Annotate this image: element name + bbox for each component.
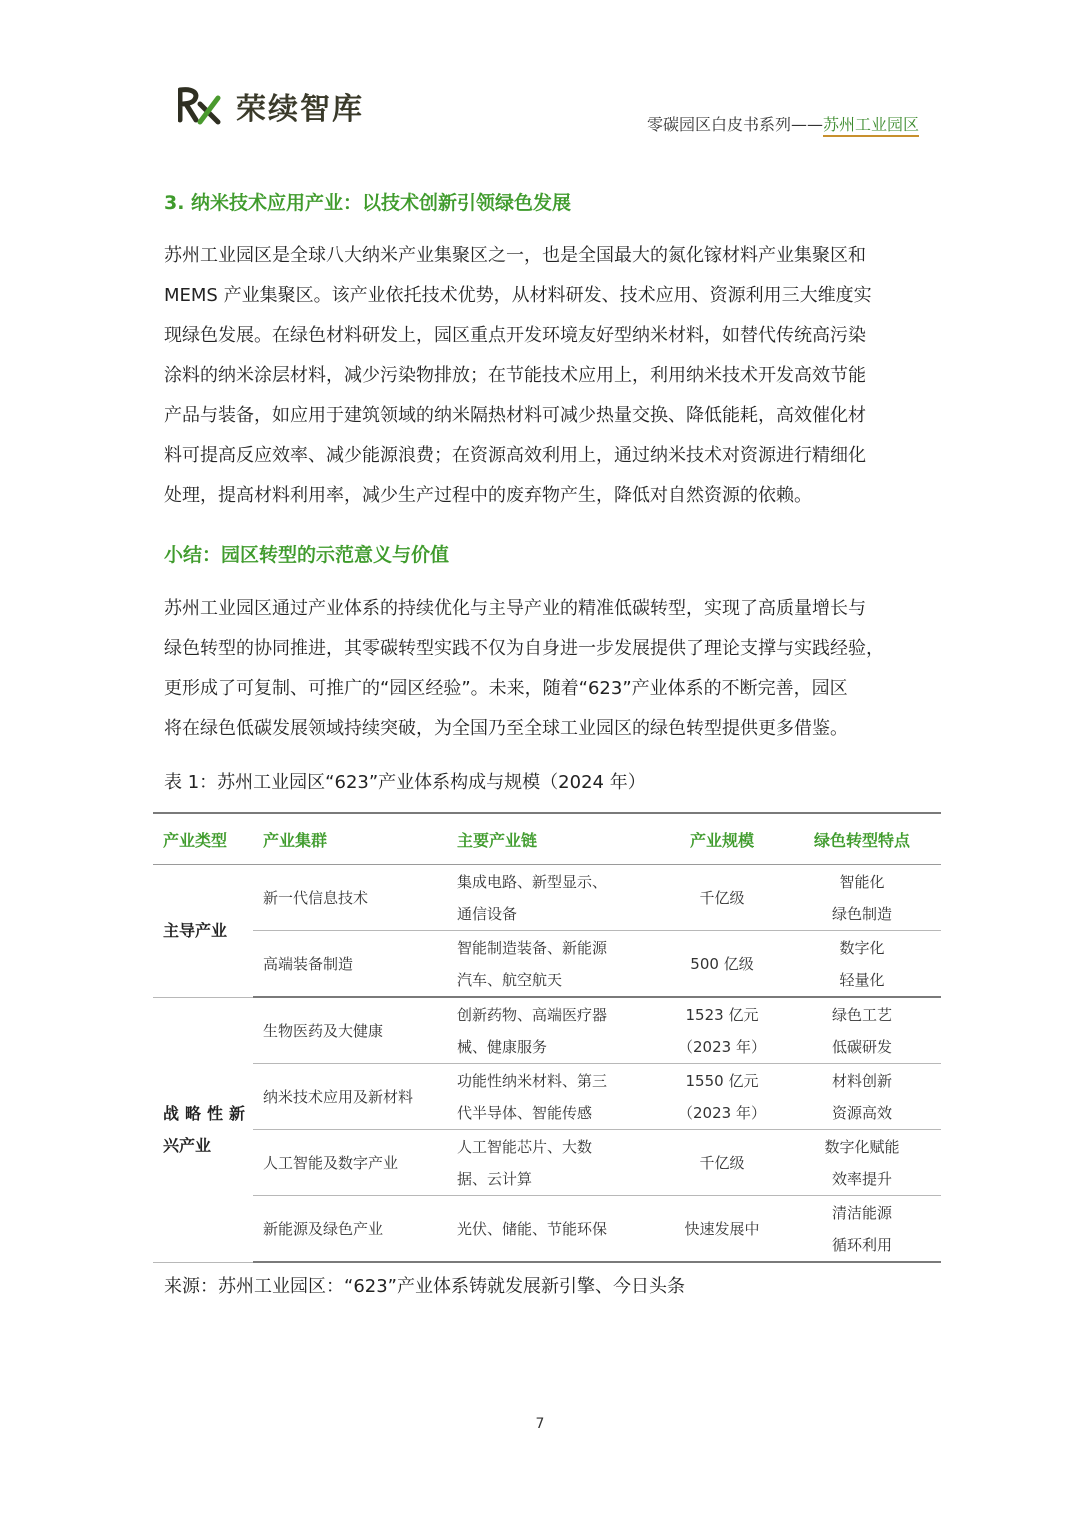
series-title — [647, 112, 919, 135]
logo-text: 荣续智库 — [236, 92, 364, 127]
paragraph-line: 现绿色发展。在绿色材料研发上，园区重点开发环境友好型纳米材料，如替代传统高污染 — [164, 325, 866, 346]
logo — [178, 84, 364, 128]
table-row — [153, 1064, 941, 1130]
header-industry-type: 产业类型 — [153, 813, 253, 865]
scale-line: （2023 年） — [678, 1037, 766, 1056]
cluster-cell: 纳米技术应用及新材料 — [253, 1064, 447, 1130]
chain-line: 人工智能芯片、大数 — [457, 1137, 593, 1156]
paragraph-line: MEMS 产业集聚区。该产业依托技术优势，从材料研发、技术应用、资源利用三大维度实 — [164, 285, 872, 306]
industry-type-cell — [153, 997, 253, 1262]
table-source: 来源：苏州工业园区：“623”产业体系铸就发展新引擎、今日头条 — [164, 1276, 686, 1297]
series-prefix: 零碳园区白皮书系列—— — [646, 115, 823, 134]
chain-line: 智能制造装备、新能源 — [457, 938, 608, 957]
rx-logo-icon — [178, 86, 226, 126]
page-number: 7 — [535, 1416, 545, 1432]
feature-line: 绿色制造 — [831, 904, 892, 923]
table-row — [153, 931, 941, 998]
feature-cell — [783, 1064, 941, 1130]
header-chain: 主要产业链 — [447, 813, 661, 865]
table-header-row — [153, 813, 941, 865]
summary-paragraph — [164, 589, 924, 749]
feature-line: 低碳研发 — [831, 1037, 892, 1056]
scale-cell — [661, 1130, 783, 1196]
feature-line: 绿色工艺 — [831, 1005, 892, 1024]
feature-line: 资源高效 — [831, 1103, 892, 1122]
scale-line: 500 亿级 — [690, 954, 754, 973]
scale-line: 千亿级 — [699, 888, 745, 907]
industry-type-cell: 主导产业 — [153, 865, 253, 998]
scale-line: 快速发展中 — [684, 1219, 760, 1238]
industry-table — [153, 812, 941, 1263]
chain-line: 代半导体、智能传感 — [457, 1103, 593, 1122]
feature-cell — [783, 997, 941, 1064]
feature-line: 数字化 — [839, 938, 885, 957]
paragraph-line: 料可提高反应效率、减少能源浪费；在资源高效利用上，通过纳米技术对资源进行精细化 — [164, 445, 866, 466]
header-scale: 产业规模 — [661, 813, 783, 865]
paragraph-line: 苏州工业园区是全球八大纳米产业集聚区之一，也是全国最大的氮化镓材料产业集聚区和 — [164, 245, 866, 266]
feature-line: 数字化赋能 — [824, 1137, 900, 1156]
series-highlight: 苏州工业园区 — [823, 115, 919, 137]
summary-heading: 小结：园区转型的示范意义与价值 — [164, 544, 450, 566]
chain-cell — [447, 1064, 661, 1130]
chain-line: 据、云计算 — [457, 1169, 533, 1188]
chain-line: 创新药物、高端医疗器 — [457, 1005, 608, 1024]
chain-line: 汽车、航空航天 — [457, 970, 563, 989]
section-3-heading: 3. 纳米技术应用产业：以技术创新引领绿色发展 — [164, 192, 572, 214]
header-cluster: 产业集群 — [253, 813, 447, 865]
chain-line: 通信设备 — [457, 904, 518, 923]
scale-line: 1550 亿元 — [685, 1071, 759, 1090]
chain-cell — [447, 997, 661, 1064]
cluster-cell: 新一代信息技术 — [253, 865, 447, 931]
feature-line: 智能化 — [839, 872, 885, 891]
cluster-cell: 人工智能及数字产业 — [253, 1130, 447, 1196]
industry-type-line: 战略性新 — [163, 1103, 252, 1123]
chain-line: 光伏、储能、节能环保 — [457, 1219, 608, 1238]
paragraph-line: 处理，提高材料利用率，减少生产过程中的废弃物产生，降低对自然资源的依赖。 — [164, 485, 812, 506]
feature-cell — [783, 1196, 941, 1263]
feature-line: 效率提升 — [831, 1169, 892, 1188]
header-feature: 绿色转型特点 — [783, 813, 941, 865]
cluster-cell: 高端装备制造 — [253, 931, 447, 998]
paragraph-line: 产品与装备，如应用于建筑领域的纳米隔热材料可减少热量交换、降低能耗，高效催化材 — [164, 405, 866, 426]
feature-line: 清洁能源 — [831, 1203, 892, 1222]
section-3-paragraph — [164, 236, 924, 516]
paragraph-line: 涂料的纳米涂层材料，减少污染物排放；在节能技术应用上，利用纳米技术开发高效节能 — [164, 365, 866, 386]
cluster-cell: 生物医药及大健康 — [253, 997, 447, 1064]
chain-line: 集成电路、新型显示、 — [457, 872, 608, 891]
paragraph-line: 更形成了可复制、可推广的“园区经验”。未来，随着“623”产业体系的不断完善，园区 — [164, 678, 848, 699]
chain-cell — [447, 865, 661, 931]
industry-type-line: 兴产业 — [163, 1135, 212, 1155]
scale-cell — [661, 865, 783, 931]
table-row — [153, 1130, 941, 1196]
feature-line: 循环利用 — [831, 1235, 892, 1254]
chain-cell — [447, 931, 661, 998]
feature-line: 材料创新 — [831, 1071, 892, 1090]
paragraph-line: 将在绿色低碳发展领域持续突破，为全国乃至全球工业园区的绿色转型提供更多借鉴。 — [164, 718, 848, 739]
scale-cell — [661, 1064, 783, 1130]
scale-cell — [661, 997, 783, 1064]
feature-cell — [783, 865, 941, 931]
table-row — [153, 1196, 941, 1263]
scale-cell — [661, 931, 783, 998]
table-row — [153, 997, 941, 1064]
scale-cell — [661, 1196, 783, 1263]
chain-line: 械、健康服务 — [457, 1037, 548, 1056]
paragraph-line: 绿色转型的协同推进，其零碳转型实践不仅为自身进一步发展提供了理论支撑与实践经验， — [164, 638, 884, 659]
chain-cell — [447, 1130, 661, 1196]
chain-cell — [447, 1196, 661, 1263]
scale-line: 1523 亿元 — [685, 1005, 759, 1024]
feature-cell — [783, 931, 941, 998]
chain-line: 功能性纳米材料、第三 — [457, 1071, 608, 1090]
paragraph-line: 苏州工业园区通过产业体系的持续优化与主导产业的精准低碳转型，实现了高质量增长与 — [164, 598, 866, 619]
scale-line: 千亿级 — [699, 1153, 745, 1172]
feature-cell — [783, 1130, 941, 1196]
cluster-cell: 新能源及绿色产业 — [253, 1196, 447, 1263]
scale-line: （2023 年） — [678, 1103, 766, 1122]
table-caption: 表 1：苏州工业园区“623”产业体系构成与规模（2024 年） — [164, 772, 646, 793]
table-row — [153, 865, 941, 931]
feature-line: 轻量化 — [839, 970, 885, 989]
